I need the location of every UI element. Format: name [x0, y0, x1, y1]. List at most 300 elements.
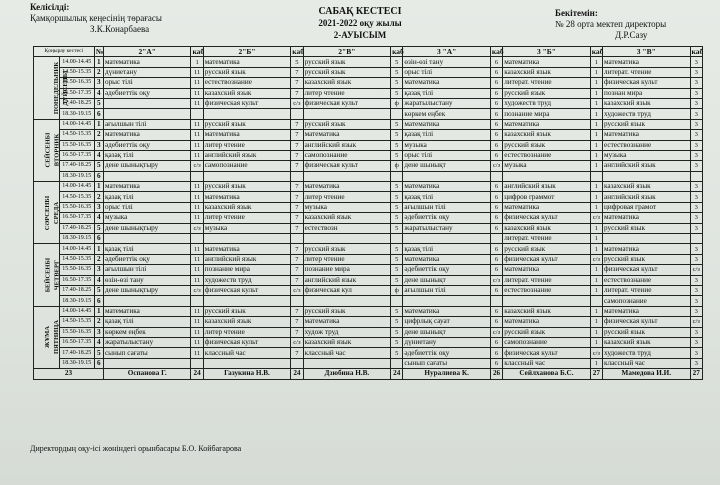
room-cell: с/з — [490, 327, 502, 337]
subject-cell: литер чтение — [203, 213, 290, 223]
table-row — [34, 265, 703, 275]
subject-cell: жаратылыстану — [403, 98, 490, 108]
table-row — [34, 213, 703, 223]
lesson-number: 1 — [94, 244, 103, 254]
subject-cell: математика — [603, 306, 690, 316]
lesson-number: 6 — [94, 234, 103, 244]
subject-cell: музыка — [403, 140, 490, 150]
room-cell: 1 — [590, 150, 602, 160]
lesson-time: 16.50-17.35 — [59, 337, 94, 347]
subject-cell: классный час — [303, 348, 390, 358]
lesson-number: 5 — [94, 285, 103, 295]
day-name: БЕЙСЕНБІ ЧЕТВЕРГ — [44, 257, 61, 293]
room-cell: 5 — [391, 337, 403, 347]
room-cell: 11 — [191, 348, 203, 358]
lesson-time: 17.40-18.25 — [59, 223, 94, 233]
lesson-time: 17.40-18.25 — [59, 161, 94, 171]
room-cell: 7 — [291, 192, 303, 202]
room-header: каб — [591, 47, 604, 57]
room-cell: 6 — [490, 140, 502, 150]
day-name: СӘРСЕНБІ СРЕДА — [44, 195, 61, 230]
subject-cell: орыс тілі — [103, 78, 190, 88]
room-cell: 1 — [590, 98, 602, 108]
room-cell: 7 — [291, 150, 303, 160]
room-cell — [391, 171, 403, 181]
subject-cell — [103, 171, 190, 181]
room-cell: 5 — [391, 244, 403, 254]
room-cell: 3 — [690, 244, 703, 254]
day-label — [34, 306, 60, 368]
room-cell: 3 — [690, 223, 703, 233]
subject-cell: математика — [503, 57, 590, 67]
room-cell — [690, 234, 703, 244]
subject-cell — [303, 296, 390, 306]
subject-cell: русский язык — [503, 88, 590, 98]
class-header: 3 "Б" — [503, 47, 590, 57]
subject-cell: казахский язык — [303, 213, 390, 223]
room-cell: 1 — [590, 306, 602, 316]
subject-cell: физическая культ — [603, 78, 690, 88]
room-cell: 1 — [590, 192, 602, 202]
room-cell: 5 — [391, 119, 403, 129]
room-cell: 6 — [490, 223, 502, 233]
subject-cell: математика — [403, 119, 490, 129]
table-row — [34, 306, 703, 316]
room-cell: 5 — [391, 223, 403, 233]
subject-cell — [303, 109, 390, 119]
room-cell: 3 — [690, 67, 703, 77]
room-cell: 7 — [291, 265, 303, 275]
subject-cell: математика — [403, 254, 490, 264]
table-row — [34, 275, 703, 285]
room-cell: 6 — [490, 88, 502, 98]
subject-cell — [303, 234, 390, 244]
lesson-time: 14.50-15.35 — [59, 254, 94, 264]
subject-cell — [103, 358, 190, 368]
subject-cell: естествознание — [603, 140, 690, 150]
subject-cell: қазақ тілі — [403, 192, 490, 202]
subject-cell: математика — [403, 182, 490, 192]
subject-cell — [503, 171, 590, 181]
lesson-number: 3 — [94, 265, 103, 275]
room-cell: 6 — [490, 67, 502, 77]
table-row — [34, 98, 703, 108]
room-cell: 11 — [191, 317, 203, 327]
subject-cell: орыс тілі — [103, 202, 190, 212]
room-cell — [291, 296, 303, 306]
room-cell: 3 — [690, 254, 703, 264]
subject-cell: дене шынықт — [403, 161, 490, 171]
subject-cell: ағылшын тілі — [403, 285, 490, 295]
subject-cell: классный час — [203, 348, 290, 358]
subject-cell: английский язык — [303, 140, 390, 150]
subject-cell: математика — [103, 130, 190, 140]
subject-cell: классный час — [603, 358, 690, 368]
room-cell: с/з — [690, 317, 703, 327]
subject-cell: казахский язык — [503, 306, 590, 316]
room-cell: 6 — [490, 98, 502, 108]
room-cell: с/з — [191, 161, 203, 171]
lesson-number: 2 — [94, 254, 103, 264]
table-row — [34, 182, 703, 192]
subject-cell — [403, 234, 490, 244]
total-hours: 24 — [291, 369, 303, 379]
lesson-time: 14.50-15.35 — [59, 192, 94, 202]
room-cell: 6 — [490, 78, 502, 88]
lesson-number: 1 — [94, 119, 103, 129]
room-cell: 7 — [291, 348, 303, 358]
subject-cell: физическая культ — [503, 213, 590, 223]
subject-cell: математика — [303, 130, 390, 140]
room-cell: 5 — [391, 213, 403, 223]
room-cell: 5 — [391, 192, 403, 202]
room-cell: с/з — [191, 285, 203, 295]
room-cell: 1 — [590, 244, 602, 254]
subject-cell — [103, 98, 190, 108]
subject-cell: литер чтение — [203, 140, 290, 150]
subject-cell: физическая культ — [203, 285, 290, 295]
subject-cell — [103, 109, 190, 119]
day-label — [34, 57, 70, 119]
lesson-number: 4 — [94, 213, 103, 223]
room-cell: 3 — [690, 98, 703, 108]
subject-cell: математика — [203, 244, 290, 254]
room-cell: 3 — [690, 119, 703, 129]
room-cell: 7 — [291, 244, 303, 254]
subject-cell: математика — [203, 130, 290, 140]
room-cell — [291, 109, 303, 119]
room-cell: 1 — [590, 67, 602, 77]
lesson-number: 3 — [94, 327, 103, 337]
room-cell: 11 — [191, 244, 203, 254]
room-cell — [690, 171, 703, 181]
subject-cell: английский язык — [603, 192, 690, 202]
subject-cell: өзін-өзі тану — [103, 275, 190, 285]
room-cell: 5 — [391, 317, 403, 327]
subject-cell: казахский язык — [603, 98, 690, 108]
room-cell: 11 — [191, 275, 203, 285]
subject-cell: естествознание — [503, 285, 590, 295]
class-header: 3 "А" — [403, 47, 490, 57]
subject-cell: литерат. чтение — [503, 275, 590, 285]
subject-cell: русский язык — [203, 67, 290, 77]
room-cell: 1 — [590, 109, 602, 119]
total-hours: 24 — [391, 369, 403, 379]
lesson-number: 1 — [94, 182, 103, 192]
room-cell: 6 — [490, 109, 502, 119]
subject-cell — [203, 171, 290, 181]
table-row — [34, 223, 703, 233]
room-cell: 11 — [191, 67, 203, 77]
bell-schedule-header: Қоңырау кестесі — [34, 47, 95, 57]
table-row — [34, 317, 703, 327]
total-hours: 24 — [191, 369, 203, 379]
room-header: каб — [292, 47, 304, 57]
room-cell: 3 — [690, 296, 703, 306]
total-hours: 26 — [490, 369, 502, 379]
room-cell: 3 — [690, 78, 703, 88]
room-cell: с/з — [291, 98, 303, 108]
subject-cell — [403, 171, 490, 181]
teacher-name: Мамедова И.И. — [603, 369, 690, 379]
room-cell: 11 — [191, 88, 203, 98]
subject-cell: сынып сағаты — [403, 358, 490, 368]
lesson-time: 17.40-18.25 — [59, 98, 94, 108]
lesson-time: 18.30-19.15 — [59, 358, 94, 368]
lesson-number: 2 — [94, 192, 103, 202]
class-header: 2"Б" — [203, 47, 290, 57]
subject-cell: математика — [603, 57, 690, 67]
subject-cell: дене шынықтыру — [103, 161, 190, 171]
room-cell: 1 — [590, 275, 602, 285]
day-label — [34, 244, 60, 306]
class-header: 3 "В" — [603, 47, 690, 57]
subject-cell: әдебиеттік оқу — [103, 254, 190, 264]
room-cell: 1 — [590, 119, 602, 129]
subject-cell: самопознание — [303, 150, 390, 160]
lesson-time: 14.00-14.45 — [59, 182, 94, 192]
teacher-name: Сейлханова Б.С. — [503, 369, 590, 379]
room-cell: 3 — [690, 202, 703, 212]
subject-cell: дүниетану — [403, 337, 490, 347]
subject-cell — [203, 358, 290, 368]
subject-cell: сынып сағаты — [103, 348, 190, 358]
subject-cell: русский язык — [303, 57, 390, 67]
subject-cell: әдебиеттік оқу — [103, 140, 190, 150]
room-cell: 5 — [391, 140, 403, 150]
subject-cell: ағылшын тілі — [403, 202, 490, 212]
subject-cell: музыка — [603, 150, 690, 160]
room-cell: 6 — [490, 317, 502, 327]
subject-cell: цифров граммот — [503, 192, 590, 202]
room-cell: 1 — [590, 358, 602, 368]
subject-cell: познан мира — [603, 88, 690, 98]
table-row — [34, 192, 703, 202]
lesson-number: 4 — [94, 88, 103, 98]
room-cell: 5 — [391, 275, 403, 285]
room-cell: 6 — [490, 337, 502, 347]
subject-cell: физическая культ — [203, 337, 290, 347]
subject-cell: литер чтение — [303, 254, 390, 264]
teacher-name: Нуралиева К. — [403, 369, 490, 379]
room-cell: 1 — [590, 140, 602, 150]
room-cell: 6 — [490, 202, 502, 212]
subject-cell: литерат. чтение — [503, 78, 590, 88]
lesson-time: 15.50-16.35 — [59, 327, 94, 337]
room-cell: 7 — [291, 161, 303, 171]
table-row — [34, 358, 703, 368]
subject-cell: әдебиеттік оқу — [403, 213, 490, 223]
lesson-number: 4 — [94, 150, 103, 160]
lesson-time: 18.30-19.15 — [59, 109, 94, 119]
subject-cell: математика — [403, 78, 490, 88]
lesson-number: 5 — [94, 98, 103, 108]
room-cell: 5 — [291, 57, 303, 67]
room-cell: 6 — [490, 150, 502, 160]
subject-cell: русский язык — [503, 244, 590, 254]
room-cell: 1 — [590, 337, 602, 347]
lesson-time: 16.50-17.35 — [59, 150, 94, 160]
room-cell: 6 — [490, 192, 502, 202]
room-cell: 3 — [690, 337, 703, 347]
room-cell: с/з — [590, 348, 602, 358]
subject-cell: познание мира — [203, 265, 290, 275]
room-cell: 11 — [191, 78, 203, 88]
subject-cell: художеств труд — [503, 98, 590, 108]
room-cell — [191, 234, 203, 244]
subject-cell: русский язык — [203, 306, 290, 316]
lesson-time: 14.00-14.45 — [59, 57, 94, 67]
subject-cell: классный час — [503, 358, 590, 368]
room-cell: 7 — [291, 202, 303, 212]
subject-cell: қазақ тілі — [403, 88, 490, 98]
room-cell: 3 — [690, 348, 703, 358]
room-cell: 7 — [291, 213, 303, 223]
room-cell: 3 — [690, 88, 703, 98]
lesson-time: 18.30-19.15 — [59, 296, 94, 306]
room-cell: 5 — [391, 57, 403, 67]
room-cell: 3 — [690, 182, 703, 192]
room-cell: 7 — [291, 67, 303, 77]
subject-cell: естествознание — [503, 150, 590, 160]
subject-cell: дене шынықтыру — [103, 223, 190, 233]
subject-cell: қазақ тілі — [103, 244, 190, 254]
room-cell — [590, 171, 602, 181]
lesson-time: 18.30-19.15 — [59, 171, 94, 181]
subject-cell: математика — [503, 317, 590, 327]
lesson-time: 14.50-15.35 — [59, 67, 94, 77]
subject-cell: русский язык — [603, 327, 690, 337]
room-cell: 7 — [291, 78, 303, 88]
room-cell: 3 — [690, 306, 703, 316]
room-cell: 1 — [590, 327, 602, 337]
subject-cell: русский язык — [303, 306, 390, 316]
subject-cell: английский язык — [203, 254, 290, 264]
room-cell — [391, 234, 403, 244]
lesson-number: 2 — [94, 317, 103, 327]
subject-cell: физическая культ — [503, 254, 590, 264]
room-header: каб — [491, 47, 504, 57]
room-cell: с/з — [191, 223, 203, 233]
room-cell: 6 — [490, 358, 502, 368]
room-cell: 5 — [391, 306, 403, 316]
subject-cell: литер чтение — [303, 88, 390, 98]
approve-sign: Д.Р.Сазу — [615, 30, 648, 40]
lesson-number: 2 — [94, 67, 103, 77]
day-name: СЕЙСЕНБІ ВТОРНИК — [44, 132, 61, 168]
room-cell: 11 — [191, 254, 203, 264]
room-cell: 6 — [490, 244, 502, 254]
subject-cell: математика — [103, 306, 190, 316]
room-cell: 1 — [590, 265, 602, 275]
room-cell: ф — [391, 161, 403, 171]
table-row — [34, 254, 703, 264]
subject-cell: естествознание — [203, 78, 290, 88]
lesson-time: 14.00-14.45 — [59, 244, 94, 254]
subject-cell: русский язык — [603, 119, 690, 129]
room-cell — [291, 234, 303, 244]
room-cell: 1 — [191, 57, 203, 67]
room-cell: 1 — [590, 161, 602, 171]
room-cell: 6 — [490, 119, 502, 129]
subject-cell: казахский язык — [503, 130, 590, 140]
teacher-name: Газукина Н.В. — [203, 369, 290, 379]
lesson-time: 14.50-15.35 — [59, 130, 94, 140]
room-cell: 5 — [391, 88, 403, 98]
room-cell: с/з — [590, 213, 602, 223]
room-cell — [291, 358, 303, 368]
room-cell: 7 — [291, 275, 303, 285]
room-cell: 11 — [191, 306, 203, 316]
subject-cell: русский язык — [503, 327, 590, 337]
room-cell: 6 — [490, 130, 502, 140]
room-cell: 11 — [191, 337, 203, 347]
day-label — [34, 119, 60, 181]
subject-cell: худож труд — [303, 327, 390, 337]
room-cell: 1 — [590, 223, 602, 233]
room-cell: 3 — [690, 109, 703, 119]
room-cell: 11 — [191, 202, 203, 212]
table-row — [34, 109, 703, 119]
room-cell: 11 — [191, 182, 203, 192]
subject-cell: литерат. чтение — [503, 234, 590, 244]
table-row — [34, 140, 703, 150]
room-cell: 7 — [291, 306, 303, 316]
subject-cell: литерат. чтение — [603, 285, 690, 295]
subject-cell: дене шынықтыру — [103, 285, 190, 295]
agreed-sign: З.К.Конарбаева — [90, 24, 150, 34]
room-cell: ф — [391, 98, 403, 108]
room-cell: с/з — [490, 275, 502, 285]
subject-cell: литерат. чтение — [603, 67, 690, 77]
subject-cell: математика — [503, 202, 590, 212]
room-cell: 6 — [490, 306, 502, 316]
room-cell: 5 — [391, 78, 403, 88]
room-cell: с/з — [690, 265, 703, 275]
subject-cell: математика — [303, 182, 390, 192]
lesson-number: 4 — [94, 337, 103, 347]
subject-cell: ағылшын тілі — [103, 119, 190, 129]
table-row — [34, 171, 703, 181]
room-cell: с/з — [590, 254, 602, 264]
room-cell — [590, 296, 602, 306]
room-cell: 7 — [291, 182, 303, 192]
subject-cell — [103, 234, 190, 244]
room-cell: 11 — [191, 213, 203, 223]
lesson-time: 17.40-18.25 — [59, 348, 94, 358]
lesson-number: 2 — [94, 130, 103, 140]
room-cell: 6 — [490, 265, 502, 275]
lesson-time: 16.50-17.35 — [59, 88, 94, 98]
room-cell — [191, 109, 203, 119]
teacher-name: Оспанова Г. — [103, 369, 190, 379]
subject-cell: казахский язык — [603, 337, 690, 347]
lesson-number: 6 — [94, 171, 103, 181]
room-cell: с/з — [291, 285, 303, 295]
subject-cell: қазақ тілі — [403, 130, 490, 140]
subject-cell: дене шынықт — [403, 275, 490, 285]
subject-cell: орыс тілі — [403, 67, 490, 77]
subject-cell: математика — [603, 213, 690, 223]
subject-cell: цифрлық сауат — [403, 317, 490, 327]
subject-cell: қазақ тілі — [403, 244, 490, 254]
subject-cell — [203, 109, 290, 119]
room-cell: 5 — [391, 265, 403, 275]
room-cell: 6 — [490, 57, 502, 67]
room-cell — [191, 171, 203, 181]
lesson-number: 3 — [94, 78, 103, 88]
subject-cell: казахский язык — [203, 317, 290, 327]
